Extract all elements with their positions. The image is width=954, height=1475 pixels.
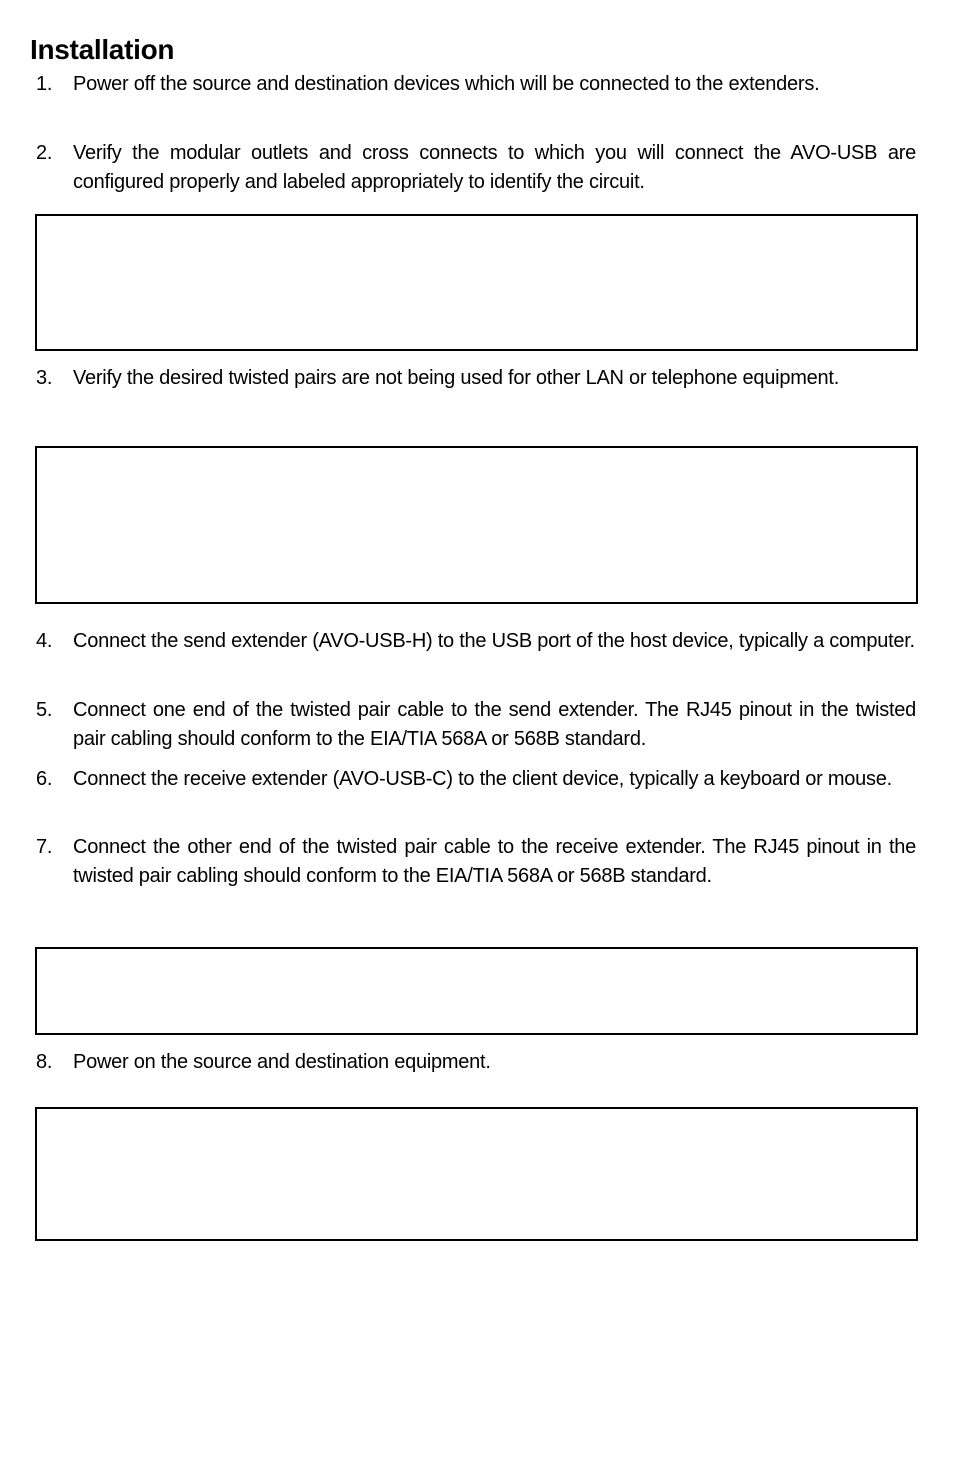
- notice-box-2: [35, 446, 918, 604]
- step-text: Verify the modular outlets and cross connects to which you will connect the AVO-USB are configured properly and labeled appropriately to identify the circuit.: [73, 142, 916, 193]
- step-1: [36, 70, 916, 99]
- section-heading: Installation: [30, 34, 175, 65]
- step-number: 5.: [36, 699, 53, 721]
- step-number: 1.: [36, 73, 53, 95]
- notice-box-4: [35, 1107, 918, 1241]
- step-4: [36, 627, 916, 656]
- step-2: [36, 139, 916, 197]
- step-3: [36, 364, 916, 393]
- step-7: [36, 833, 916, 891]
- step-5: [36, 696, 916, 754]
- step-number: 4.: [36, 630, 53, 652]
- step-number: 3.: [36, 367, 53, 389]
- step-number: 2.: [36, 142, 53, 164]
- notice-box-1: [35, 214, 918, 351]
- notice-box-3: [35, 947, 918, 1035]
- step-text: Connect the other end of the twisted pair cable to the receive extender. The RJ45 pinout in the twisted pair cabling should conform to the EIA/TIA 568A or 568B standard.: [73, 836, 916, 887]
- step-text: Connect the send extender (AVO-USB-H) to the USB port of the host device, typically a computer.: [73, 630, 915, 652]
- step-text: Connect the receive extender (AVO-USB-C) to the client device, typically a keyboard or mouse.: [73, 768, 892, 790]
- step-text: Connect one end of the twisted pair cable to the send extender. The RJ45 pinout in the twisted pair cabling should conform to the EIA/TIA 568A or 568B standard.: [73, 699, 916, 750]
- step-number: 7.: [36, 836, 53, 858]
- step-number: 6.: [36, 768, 53, 790]
- step-6: [36, 765, 916, 794]
- step-8: [36, 1048, 916, 1077]
- step-number: 8.: [36, 1051, 53, 1073]
- step-text: Verify the desired twisted pairs are not being used for other LAN or telephone equipment.: [73, 367, 840, 389]
- step-text: Power off the source and destination devices which will be connected to the extenders.: [73, 73, 820, 95]
- step-text: Power on the source and destination equipment.: [73, 1051, 491, 1073]
